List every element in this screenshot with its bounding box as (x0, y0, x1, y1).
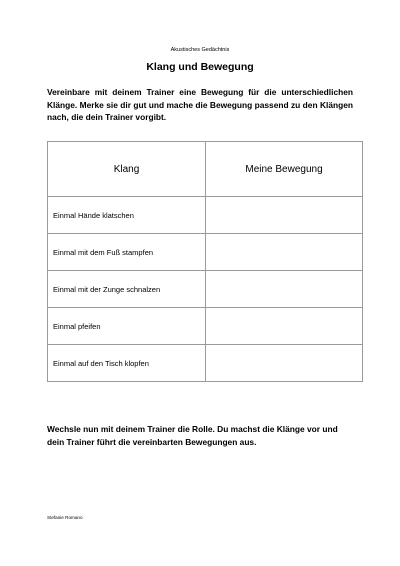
klang-cell: Einmal auf den Tisch klopfen (48, 345, 206, 382)
table-row (48, 345, 363, 382)
table-row (48, 197, 363, 234)
bewegung-cell[interactable] (206, 271, 363, 308)
intro-paragraph: Vereinbare mit deinem Trainer eine Bewegung für die unterschiedlichen Klänge. Merke sie dir gut und mache die Bewegung passend zu den Klängen nach, die dein Trainer vorgibt. (47, 87, 353, 122)
page-title: Klang und Bewegung (146, 61, 254, 73)
column-header-klang: Klang (48, 142, 206, 197)
table-row (48, 234, 363, 271)
klang-cell: Einmal pfeifen (48, 308, 206, 345)
bewegung-cell[interactable] (206, 345, 363, 382)
table-row (48, 271, 363, 308)
klang-cell: Einmal Hände klatschen (48, 197, 206, 234)
outro-paragraph: Wechsle nun mit deinem Trainer die Rolle. Du machst die Klänge vor und dein Trainer führt die vereinbarten Bewegungen aus. (47, 424, 338, 447)
sound-movement-table (47, 141, 363, 382)
bewegung-cell[interactable] (206, 308, 363, 345)
author-footer: Stefanie Romano (47, 515, 83, 520)
table-header-row (48, 142, 363, 197)
header-note: Akustisches Gedächtnis (170, 47, 230, 53)
bewegung-cell[interactable] (206, 197, 363, 234)
klang-cell: Einmal mit der Zunge schnalzen (48, 271, 206, 308)
table-row (48, 308, 363, 345)
klang-cell: Einmal mit dem Fuß stampfen (48, 234, 206, 271)
bewegung-cell[interactable] (206, 234, 363, 271)
column-header-bewegung: Meine Bewegung (206, 142, 363, 197)
